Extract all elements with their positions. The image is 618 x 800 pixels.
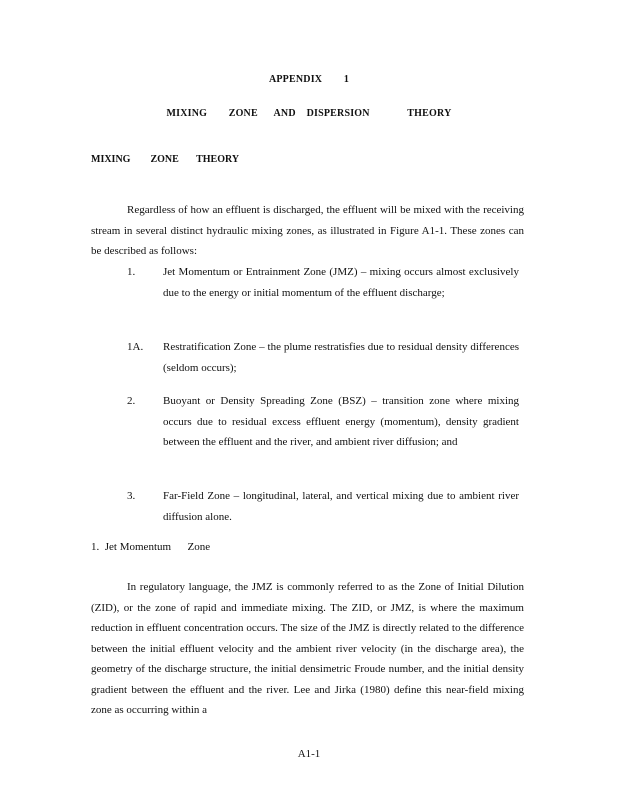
appendix-title: APPENDIX 1 xyxy=(268,74,350,85)
document-subtitle: MIXING ZONE AND DISPERSION THEORY xyxy=(166,108,452,119)
list-item-number: 3. xyxy=(127,490,136,502)
list-item-text: Jet Momentum or Entrainment Zone (JMZ) – mixing occurs almost exclusively due to the energy or initial momentum of the effluent discharge; xyxy=(163,266,519,299)
section-heading: MIXING ZONE THEORY xyxy=(91,154,240,165)
list-item-number: 2. xyxy=(127,395,136,407)
list-item-text: Far-Field Zone – longitudinal, lateral, and vertical mixing due to ambient river diffusion alone. xyxy=(163,490,519,523)
jet-momentum-paragraph: In regulatory language, the JMZ is commonly referred to as the Zone of Initial Dilution (ZID), or the zone of rapid and immediate mixing. The ZID, or JMZ, is where the maximum reduction in effluent concentration occurs. The size of the JMZ is directly related to the difference between the initial effluent velocity and the ambient river velocity (in the discharge area), the geometry of the discharge structure, the initial densimetric Froude number, and the initial density gradient between the effluent and the river. Lee and Jirka (1980) define this near-field mixing zone as occurring within a xyxy=(91,581,524,716)
list-item-number: 1A. xyxy=(127,341,144,353)
page-number: A1-1 xyxy=(297,748,321,760)
list-item-text: Buoyant or Density Spreading Zone (BSZ) – transition zone where mixing occurs due to residual excess effluent energy (momentum), density gradient between the effluent and the river, and ambient river diffusion; and xyxy=(163,395,519,448)
intro-paragraph: Regardless of how an effluent is discharged, the effluent will be mixed with the receiving stream in several distinct hydraulic mixing zones, as illustrated in Figure A1-1. These zones can be described as follows: xyxy=(91,204,524,257)
subsection-heading: 1. Jet Momentum Zone xyxy=(91,541,211,553)
list-item-text: Restratification Zone – the plume restratisfies due to residual density differences (seldom occurs); xyxy=(163,341,519,374)
list-item-number: 1. xyxy=(127,266,136,278)
